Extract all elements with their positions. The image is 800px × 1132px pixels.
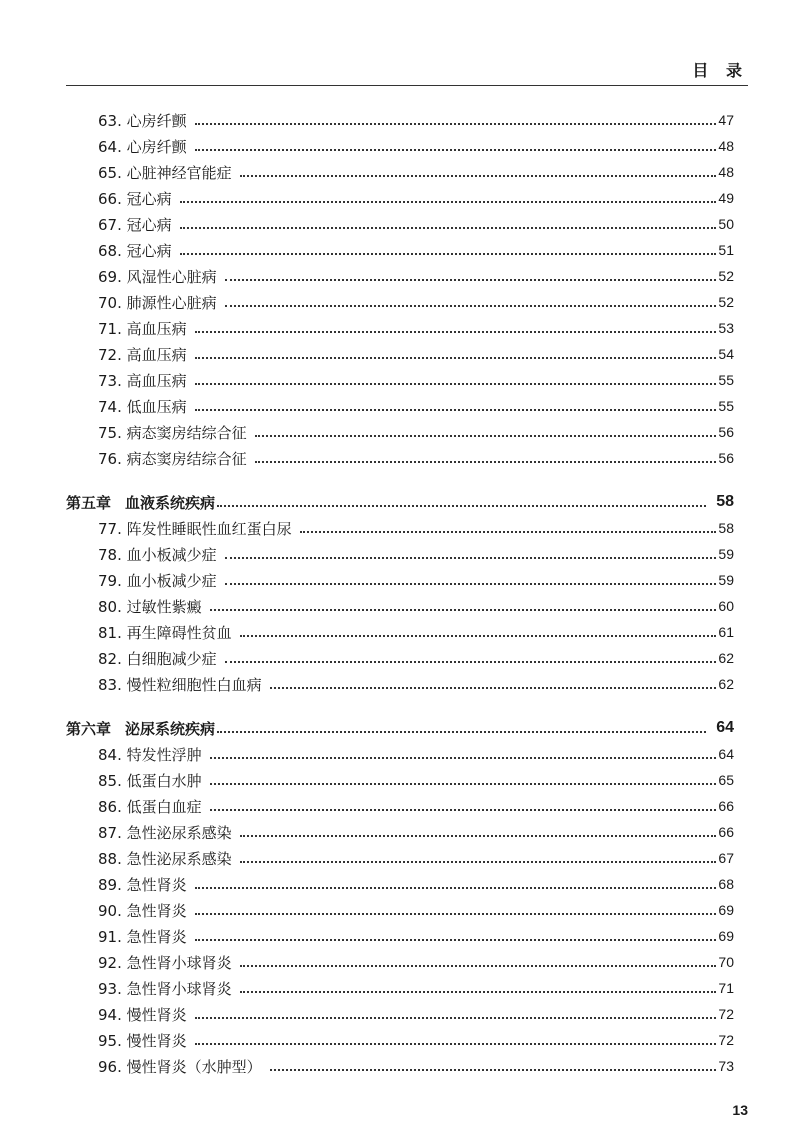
entry-number: 82. xyxy=(98,649,122,668)
toc-entry[interactable] xyxy=(0,419,800,445)
entry-label xyxy=(98,266,223,287)
entry-page-number: 55 xyxy=(718,398,734,414)
toc-entry[interactable] xyxy=(0,897,800,923)
dot-leader xyxy=(300,531,717,533)
toc-entry[interactable] xyxy=(0,159,800,185)
entry-number: 78. xyxy=(98,545,122,564)
chapter-title: 血液系统疾病 xyxy=(125,493,216,512)
dot-leader xyxy=(240,835,717,837)
entry-label xyxy=(98,874,193,895)
entry-page-number: 73 xyxy=(718,1058,734,1074)
entry-number: 68. xyxy=(98,241,122,260)
entry-title: 高血压病 xyxy=(126,319,187,338)
toc-chapter-entry[interactable] xyxy=(0,489,800,515)
entry-label xyxy=(98,344,193,365)
entry-title: 白细胞减少症 xyxy=(126,649,217,668)
entry-number: 81. xyxy=(98,623,122,642)
entry-title: 低血压病 xyxy=(126,397,187,416)
entry-number: 89. xyxy=(98,875,122,894)
dot-leader xyxy=(217,505,706,507)
toc-entry[interactable] xyxy=(0,645,800,671)
entry-page-number: 52 xyxy=(718,268,734,284)
entry-title: 低蛋白水肿 xyxy=(126,771,202,790)
toc-entry[interactable] xyxy=(0,871,800,897)
dot-leader xyxy=(195,887,717,889)
entry-title: 心脏神经官能症 xyxy=(126,163,232,182)
entry-label xyxy=(98,926,193,947)
entry-label xyxy=(98,544,223,565)
chapter-title: 泌尿系统疾病 xyxy=(125,719,216,738)
entry-title: 血小板减少症 xyxy=(126,571,217,590)
running-header-title: 目 录 xyxy=(692,61,748,80)
dot-leader xyxy=(195,1043,717,1045)
entry-number: 70. xyxy=(98,293,122,312)
dot-leader xyxy=(225,279,717,281)
toc-entry[interactable] xyxy=(0,793,800,819)
dot-leader xyxy=(270,687,717,689)
toc-entry[interactable] xyxy=(0,263,800,289)
entry-title: 急性肾小球肾炎 xyxy=(126,953,232,972)
toc-entry[interactable] xyxy=(0,185,800,211)
entry-label xyxy=(98,370,193,391)
entry-label xyxy=(98,770,208,791)
chapter-number: 第五章 xyxy=(66,493,112,512)
dot-leader xyxy=(225,583,717,585)
chapter-page-number: 64 xyxy=(716,719,734,736)
toc-entry[interactable] xyxy=(0,567,800,593)
entry-page-number: 50 xyxy=(718,216,734,232)
entry-title: 再生障碍性贫血 xyxy=(126,623,232,642)
toc-entry[interactable] xyxy=(0,515,800,541)
chapter-label xyxy=(66,492,215,513)
entry-label xyxy=(98,422,253,443)
entry-number: 73. xyxy=(98,371,122,390)
entry-number: 67. xyxy=(98,215,122,234)
entry-number: 72. xyxy=(98,345,122,364)
entry-title: 急性肾炎 xyxy=(126,901,187,920)
toc-entry[interactable] xyxy=(0,341,800,367)
entry-label xyxy=(98,622,238,643)
dot-leader xyxy=(225,557,717,559)
entry-label xyxy=(98,978,238,999)
entry-page-number: 51 xyxy=(718,242,734,258)
toc-entry[interactable] xyxy=(0,671,800,697)
entry-title: 肺源性心脏病 xyxy=(126,293,217,312)
dot-leader xyxy=(195,913,717,915)
toc-entry[interactable] xyxy=(0,1053,800,1079)
entry-page-number: 53 xyxy=(718,320,734,336)
entry-page-number: 55 xyxy=(718,372,734,388)
entry-title: 慢性肾炎 xyxy=(126,1031,187,1050)
dot-leader xyxy=(195,331,717,333)
entry-title: 心房纤颤 xyxy=(126,137,187,156)
toc-entry[interactable] xyxy=(0,237,800,263)
entry-label xyxy=(98,900,193,921)
toc-chapter-entry[interactable] xyxy=(0,715,800,741)
entry-page-number: 60 xyxy=(718,598,734,614)
entry-page-number: 48 xyxy=(718,164,734,180)
toc-entry[interactable] xyxy=(0,845,800,871)
entry-number: 65. xyxy=(98,163,122,182)
entry-title: 阵发性睡眠性血红蛋白尿 xyxy=(126,519,292,538)
toc-entry[interactable] xyxy=(0,1027,800,1053)
entry-number: 84. xyxy=(98,745,122,764)
entry-number: 93. xyxy=(98,979,122,998)
entry-page-number: 62 xyxy=(718,650,734,666)
page-number: 13 xyxy=(732,1102,748,1118)
entry-page-number: 59 xyxy=(718,572,734,588)
dot-leader xyxy=(180,253,717,255)
entry-page-number: 72 xyxy=(718,1006,734,1022)
dot-leader xyxy=(195,149,717,151)
dot-leader xyxy=(195,1017,717,1019)
entry-page-number: 65 xyxy=(718,772,734,788)
entry-title: 特发性浮肿 xyxy=(126,745,202,764)
toc-entry[interactable] xyxy=(0,593,800,619)
entry-number: 66. xyxy=(98,189,122,208)
entry-page-number: 69 xyxy=(718,928,734,944)
entry-number: 64. xyxy=(98,137,122,156)
entry-number: 90. xyxy=(98,901,122,920)
toc-entry[interactable] xyxy=(0,367,800,393)
entry-title: 急性肾炎 xyxy=(126,875,187,894)
entry-page-number: 70 xyxy=(718,954,734,970)
dot-leader xyxy=(195,123,717,125)
entry-number: 79. xyxy=(98,571,122,590)
entry-title: 急性泌尿系感染 xyxy=(126,849,232,868)
entry-label xyxy=(98,1004,193,1025)
entry-title: 心房纤颤 xyxy=(126,111,187,130)
entry-page-number: 47 xyxy=(718,112,734,128)
entry-label xyxy=(98,1030,193,1051)
toc-entry[interactable] xyxy=(0,767,800,793)
entry-title: 急性肾小球肾炎 xyxy=(126,979,232,998)
entry-page-number: 58 xyxy=(718,520,734,536)
entry-page-number: 62 xyxy=(718,676,734,692)
toc-entry[interactable] xyxy=(0,619,800,645)
entry-title: 冠心病 xyxy=(126,215,172,234)
dot-leader xyxy=(180,227,717,229)
dot-leader xyxy=(240,175,717,177)
entry-number: 88. xyxy=(98,849,122,868)
dot-leader xyxy=(195,409,717,411)
entry-page-number: 59 xyxy=(718,546,734,562)
dot-leader xyxy=(195,357,717,359)
entry-label xyxy=(98,318,193,339)
entry-number: 94. xyxy=(98,1005,122,1024)
entry-number: 69. xyxy=(98,267,122,286)
entry-number: 95. xyxy=(98,1031,122,1050)
toc-entry[interactable] xyxy=(0,289,800,315)
entry-label xyxy=(98,952,238,973)
entry-label xyxy=(98,292,223,313)
entry-page-number: 66 xyxy=(718,824,734,840)
toc-entry[interactable] xyxy=(0,1001,800,1027)
entry-page-number: 67 xyxy=(718,850,734,866)
table-of-contents xyxy=(0,107,800,1079)
entry-title: 急性肾炎 xyxy=(126,927,187,946)
toc-entry[interactable] xyxy=(0,949,800,975)
entry-label xyxy=(98,396,193,417)
entry-label xyxy=(98,1056,268,1077)
toc-entry[interactable] xyxy=(0,133,800,159)
toc-entry[interactable] xyxy=(0,393,800,419)
entry-number: 80. xyxy=(98,597,122,616)
entry-page-number: 68 xyxy=(718,876,734,892)
toc-entry[interactable] xyxy=(0,975,800,1001)
entry-title: 慢性肾炎（水肿型） xyxy=(126,1057,262,1076)
chapter-number: 第六章 xyxy=(66,719,112,738)
entry-number: 92. xyxy=(98,953,122,972)
toc-entry[interactable] xyxy=(0,923,800,949)
entry-label xyxy=(98,674,268,695)
entry-page-number: 64 xyxy=(718,746,734,762)
entry-title: 血小板减少症 xyxy=(126,545,217,564)
entry-number: 87. xyxy=(98,823,122,842)
dot-leader xyxy=(180,201,717,203)
entry-number: 83. xyxy=(98,675,122,694)
toc-entry[interactable] xyxy=(0,741,800,767)
entry-title: 冠心病 xyxy=(126,189,172,208)
dot-leader xyxy=(270,1069,717,1071)
entry-title: 过敏性紫癜 xyxy=(126,597,202,616)
dot-leader xyxy=(195,383,717,385)
entry-number: 96. xyxy=(98,1057,122,1076)
dot-leader xyxy=(217,731,706,733)
entry-number: 76. xyxy=(98,449,122,468)
entry-label xyxy=(98,448,253,469)
entry-label xyxy=(98,596,208,617)
entry-page-number: 69 xyxy=(718,902,734,918)
entry-page-number: 66 xyxy=(718,798,734,814)
chapter-label xyxy=(66,718,215,739)
entry-page-number: 48 xyxy=(718,138,734,154)
entry-label xyxy=(98,822,238,843)
dot-leader xyxy=(240,861,717,863)
entry-label xyxy=(98,848,238,869)
toc-entry[interactable] xyxy=(0,107,800,133)
dot-leader xyxy=(240,965,717,967)
entry-title: 风湿性心脏病 xyxy=(126,267,217,286)
entry-label xyxy=(98,744,208,765)
dot-leader xyxy=(195,939,717,941)
toc-entry[interactable] xyxy=(0,445,800,471)
entry-number: 91. xyxy=(98,927,122,946)
entry-label xyxy=(98,188,178,209)
entry-title: 病态窦房结综合征 xyxy=(126,449,247,468)
entry-title: 慢性粒细胞性白血病 xyxy=(126,675,262,694)
dot-leader xyxy=(210,809,717,811)
entry-page-number: 52 xyxy=(718,294,734,310)
dot-leader xyxy=(255,461,717,463)
entry-label xyxy=(98,518,298,539)
entry-label xyxy=(98,162,238,183)
entry-label xyxy=(98,110,193,131)
dot-leader xyxy=(210,609,717,611)
entry-number: 85. xyxy=(98,771,122,790)
dot-leader xyxy=(210,783,717,785)
dot-leader xyxy=(210,757,717,759)
entry-title: 高血压病 xyxy=(126,371,187,390)
entry-number: 74. xyxy=(98,397,122,416)
entry-page-number: 49 xyxy=(718,190,734,206)
dot-leader xyxy=(255,435,717,437)
toc-entry[interactable] xyxy=(0,315,800,341)
section-gap xyxy=(0,471,800,489)
entry-label xyxy=(98,214,178,235)
entry-title: 冠心病 xyxy=(126,241,172,260)
entry-number: 86. xyxy=(98,797,122,816)
entry-number: 77. xyxy=(98,519,122,538)
entry-page-number: 72 xyxy=(718,1032,734,1048)
entry-number: 63. xyxy=(98,111,122,130)
entry-number: 71. xyxy=(98,319,122,338)
entry-number: 75. xyxy=(98,423,122,442)
entry-title: 高血压病 xyxy=(126,345,187,364)
dot-leader xyxy=(240,991,717,993)
dot-leader xyxy=(225,305,717,307)
dot-leader xyxy=(225,661,717,663)
entry-label xyxy=(98,570,223,591)
entry-label xyxy=(98,136,193,157)
entry-page-number: 61 xyxy=(718,624,734,640)
toc-entry[interactable] xyxy=(0,211,800,237)
entry-title: 病态窦房结综合征 xyxy=(126,423,247,442)
entry-page-number: 56 xyxy=(718,450,734,466)
entry-title: 低蛋白血症 xyxy=(126,797,202,816)
entry-title: 慢性肾炎 xyxy=(126,1005,187,1024)
entry-label xyxy=(98,648,223,669)
dot-leader xyxy=(240,635,717,637)
entry-label xyxy=(98,796,208,817)
section-gap xyxy=(0,697,800,715)
entry-page-number: 56 xyxy=(718,424,734,440)
toc-entry[interactable] xyxy=(0,819,800,845)
entry-label xyxy=(98,240,178,261)
chapter-page-number: 58 xyxy=(716,493,734,510)
toc-entry[interactable] xyxy=(0,541,800,567)
entry-page-number: 71 xyxy=(718,980,734,996)
header-rule xyxy=(66,85,748,86)
entry-title: 急性泌尿系感染 xyxy=(126,823,232,842)
entry-page-number: 54 xyxy=(718,346,734,362)
